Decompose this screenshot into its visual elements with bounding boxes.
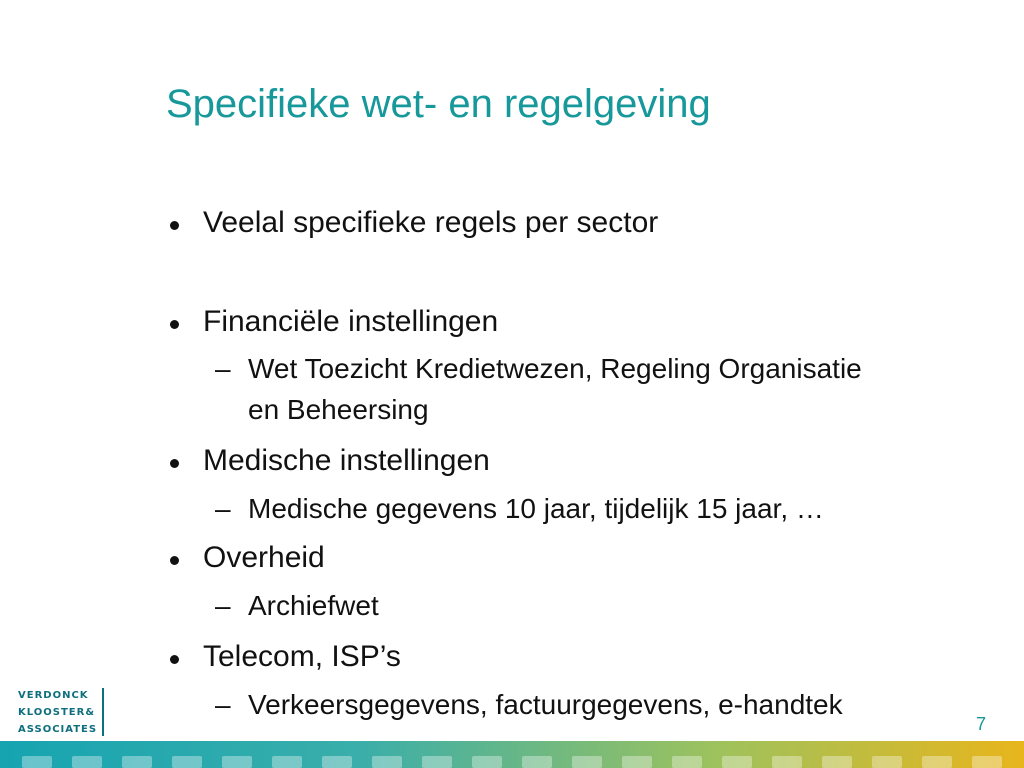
sub-item: Wet Toezicht Kredietwezen, Regeling Organisatie <box>248 353 862 384</box>
footer-square <box>872 756 902 768</box>
footer-square <box>422 756 452 768</box>
bullet-item: Telecom, ISP’s <box>203 640 401 673</box>
footer-square <box>472 756 502 768</box>
footer-square <box>322 756 352 768</box>
footer-square <box>522 756 552 768</box>
footer-square <box>172 756 202 768</box>
page-number: 7 <box>975 714 986 734</box>
bullet-dot-icon <box>170 320 179 329</box>
bullet-item: Medische instellingen <box>203 444 490 477</box>
dash-icon: – <box>215 493 231 524</box>
logo-line-1: VERDONCK <box>18 690 89 701</box>
footer-square <box>572 756 602 768</box>
dash-icon: – <box>215 590 231 621</box>
footer-square <box>922 756 952 768</box>
footer-square <box>722 756 752 768</box>
company-logo <box>18 688 118 742</box>
footer-square <box>72 756 102 768</box>
footer-color-band <box>0 741 1024 768</box>
logo-line-3: ASSOCIATES <box>18 724 98 735</box>
footer-square <box>222 756 252 768</box>
footer-square <box>272 756 302 768</box>
dash-icon: – <box>215 353 231 384</box>
bullet-item: Financiële instellingen <box>203 305 499 338</box>
logo-divider <box>102 688 104 736</box>
sub-item: Medische gegevens 10 jaar, tijdelijk 15 jaar, … <box>248 493 824 524</box>
sub-item: Verkeersgegevens, factuurgegevens, e-handtek <box>248 689 843 720</box>
bullet-item: Veelal specifieke regels per sector <box>203 206 659 239</box>
footer-square <box>972 756 1002 768</box>
footer-square <box>772 756 802 768</box>
bullet-dot-icon <box>170 655 179 664</box>
slide-title: Specifieke wet- en regelgeving <box>166 82 711 126</box>
sub-item: Archiefwet <box>248 590 379 621</box>
dash-icon: – <box>215 689 231 720</box>
footer-square <box>22 756 52 768</box>
bullet-dot-icon <box>170 459 179 468</box>
footer-square <box>122 756 152 768</box>
footer-square <box>372 756 402 768</box>
bullet-dot-icon <box>170 556 179 565</box>
footer-square <box>822 756 852 768</box>
bullet-item: Overheid <box>203 541 325 574</box>
footer-square <box>622 756 652 768</box>
logo-line-2: KLOOSTER& <box>18 707 96 718</box>
footer-square <box>672 756 702 768</box>
bullet-dot-icon <box>170 221 179 230</box>
sub-item-continuation: en Beheersing <box>248 394 429 425</box>
